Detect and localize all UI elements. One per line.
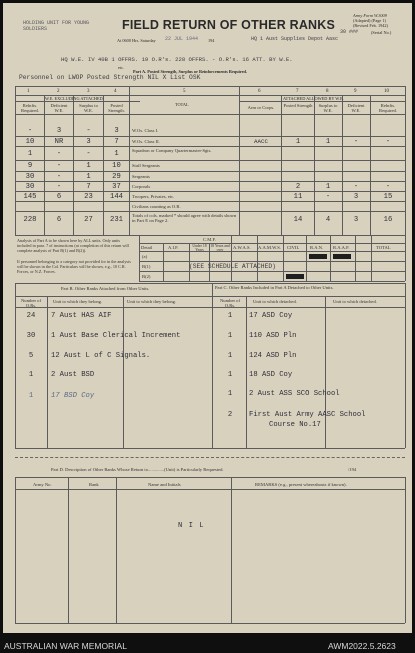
serial-label: (Serial No.)	[371, 30, 392, 35]
analysis-col-ran: R.A.N.	[310, 245, 324, 250]
part-c-number: 1	[227, 390, 233, 398]
table-cell: 228	[23, 216, 37, 224]
table-cell: -	[353, 138, 359, 146]
rank-label: Civilians counting as O.R.	[132, 204, 181, 209]
col-number: 3	[87, 89, 90, 94]
left-subheader-line	[15, 101, 140, 102]
form-title: FIELD RETURN OF OTHER RANKS	[122, 18, 336, 32]
col-number: 7	[296, 89, 299, 94]
year-suffix: 194	[208, 38, 215, 43]
part-b-number: 30	[26, 332, 36, 340]
analysis-row-b2: B(2)	[142, 274, 151, 279]
col-number: 2	[57, 89, 60, 94]
col-number: 8	[326, 89, 329, 94]
col-number: 1	[27, 89, 30, 94]
table-cell: 1	[86, 162, 91, 170]
table-cell: 1	[114, 150, 119, 158]
col-number: 10	[384, 89, 389, 94]
table-cell: 145	[23, 193, 37, 201]
table-cell: -	[385, 138, 391, 146]
army-form-sub2: (Revised Feb. 1942)	[353, 23, 388, 28]
analysis-row-a: (a)	[142, 254, 148, 259]
table-cell: -	[27, 127, 33, 135]
army-form-sub1: (Adapted) (Page 1)	[353, 18, 386, 23]
part-c-unit: 2 Aust ASS SCO School	[249, 390, 340, 398]
part-b-col-unit: Unit to which they belong.	[53, 299, 103, 304]
subheader-posted: Posted Strength.	[108, 103, 125, 113]
part-b-col-unit-2: Unit to which they belong.	[127, 299, 177, 304]
table-cell: 3	[353, 216, 359, 224]
subheader-relnfts: Relnfts. Required.	[21, 103, 39, 113]
part-b-unit: 2 Aust BSD	[51, 371, 95, 379]
part-c-number: 1	[227, 332, 233, 340]
part-c-number: 1	[227, 352, 233, 360]
redaction-block	[286, 274, 304, 279]
part-d-year: /194	[348, 467, 357, 472]
table-cell: -	[56, 150, 62, 158]
table-cell: 1	[295, 138, 301, 146]
analysis-row-b1: B(1)	[142, 264, 151, 269]
analysis-col-civil: CIVIL	[287, 245, 300, 250]
table-cell: 10	[25, 138, 35, 146]
col-number: 5	[183, 89, 186, 94]
table-cell: 11	[293, 193, 303, 201]
table-cell: 10	[112, 162, 121, 170]
subheader-relnfts-required: Relnfts. Required.	[379, 103, 397, 113]
part-c-number: 1	[227, 371, 233, 379]
part-c-col-unit-2: Unit to which detached.	[333, 299, 377, 304]
redaction-block	[309, 254, 327, 259]
date-line-prefix: At 0600 Hrs. Saturday	[117, 38, 156, 43]
subheader-posted-strength: Posted Strength	[283, 103, 313, 108]
col-number: 9	[354, 89, 357, 94]
analysis-col-total: TOTAL	[376, 245, 391, 250]
we-excluding-attached-header: W.E. EXCLUDING ATTACHED	[45, 96, 103, 101]
table-cell: 9	[27, 162, 33, 170]
army-form-number: Army Form W.3009	[353, 13, 387, 18]
table-cell: NR	[54, 138, 64, 146]
part-c-unit: 18 ASD Coy	[249, 371, 293, 379]
personnel-line: Personnel on LWOP Posted Strength NIL X List OSK	[19, 74, 201, 81]
subheader-deficient-we: Deficient W.E.	[347, 103, 365, 113]
col-number: 6	[258, 89, 261, 94]
analysis-col-detail: Detail	[141, 245, 153, 250]
table-cell: 1	[27, 150, 33, 158]
date-stamp: 22 JUL 1944	[165, 36, 199, 42]
table-cell: 231	[110, 216, 123, 224]
analysis-col-aif: A.I.F.	[168, 245, 179, 250]
part-c-col-number: Number of O.Rs.	[219, 298, 241, 308]
table-cell: 1	[325, 183, 331, 191]
table-cell: -	[56, 162, 62, 170]
rank-label: W.Os. Class I.	[132, 128, 159, 133]
table-cell: 3	[114, 127, 119, 135]
part-b-unit: 12 Aust L of C Signals.	[51, 352, 151, 360]
table-cell: 14	[293, 216, 303, 224]
analysis-col-under18: Under 18 Years	[192, 244, 207, 252]
table-cell: 2	[295, 183, 301, 191]
table-cell: 7	[114, 138, 119, 146]
part-b-number: 1	[28, 392, 34, 400]
table-cell: 1	[325, 138, 331, 146]
part-b-title: Part B. Other Ranks Attached from Other Units.	[61, 286, 150, 291]
table-cell: 7	[86, 183, 91, 191]
part-b-number: 1	[28, 371, 34, 379]
part-c-title: Part C. Other Ranks Included in Part A Detached to Other Units.	[215, 285, 334, 290]
part-c-number: 1	[227, 312, 233, 320]
table-cell: -	[86, 150, 91, 158]
table-cell: AACC	[254, 138, 268, 145]
analysis-col-awas: A.W.A.S.	[233, 245, 251, 250]
part-b-col-number: Number of O.Rs.	[20, 298, 42, 308]
part-d-col-name: Name and Initials	[148, 482, 181, 487]
see-schedule-attached: (SEE SCHEDULE ATTACHED)	[189, 263, 276, 270]
table-cell: 3	[86, 138, 91, 146]
table-cell: 3	[56, 127, 62, 135]
table-cell: -	[385, 183, 391, 191]
table-cell: 4	[325, 216, 331, 224]
part-c-unit: 110 ASD Pln	[249, 332, 297, 340]
analysis-col-raaf: R.A.A.F.	[333, 245, 350, 250]
part-c-unit: First Aust Army AASC School	[249, 411, 366, 419]
table-cell: -	[56, 183, 62, 191]
table-cell: 6	[56, 193, 62, 201]
redaction-block	[333, 254, 351, 259]
table-cell: 144	[110, 193, 123, 201]
rank-label: Totals of cols. marked * should agree with details shown in Part E on Page 2.	[132, 213, 237, 223]
unit-name: HQ 1 Aust Supplies Depot Aasc	[251, 36, 339, 42]
part-b-number: 24	[26, 312, 36, 320]
table-cell: 29	[112, 173, 121, 181]
rank-label: Squadron or Company Quartermaster-Sgts.	[132, 148, 212, 153]
part-a-heading: Part A. Posted Strength, Surplus or Reinforcements Required.	[133, 69, 248, 74]
unit-stamp-line2: SOLDIERS	[23, 26, 48, 32]
table-cell: 1	[86, 173, 91, 181]
rank-label: Troopers, Privates, etc.	[132, 194, 175, 199]
rank-label: Staff Sergeants	[132, 163, 160, 168]
footer-accession-number: AWM2022.5.2623	[328, 641, 396, 651]
cmf-label: C.M.F.	[203, 237, 216, 242]
part-c-unit-continued: Course No.17	[269, 421, 321, 429]
analysis-col-aamws: A.A.M.W.S.	[258, 245, 281, 250]
analysis-note-b: If personnel belonging to a category not provided for in the analysis will be shown in the Col. Particulars will be shown, e.g., 10 C.R. Forces, or N.Z. Forces.	[17, 259, 131, 274]
part-c-col-unit: Unit to which detached.	[253, 299, 297, 304]
part-d-nil: N I L	[178, 522, 205, 530]
part-d-col-remarks: REMARKS (e.g., present whereabouts if known).	[255, 482, 347, 487]
part-c-unit: 124 ASD Pln	[249, 352, 297, 360]
form-sheet	[3, 3, 412, 633]
col-number: 4	[114, 89, 117, 94]
table-cell: 3	[353, 193, 359, 201]
attached-allowed-header: ATTACHED ALLOWED BY W.E.	[283, 96, 344, 101]
analysis-col-18over: 18 Years and over	[210, 244, 230, 252]
table-top-border	[15, 86, 405, 87]
table-bottom-border	[15, 235, 405, 236]
rank-label: W.Os. Class II.	[132, 139, 160, 144]
table-cell: 27	[84, 216, 93, 224]
unit-stamp-line1: HOLDING UNIT FOR YOUNG	[23, 20, 90, 26]
part-d-col-army-no: Army No.	[33, 482, 52, 487]
part-c-number: 2	[227, 411, 233, 419]
right-subheader-line	[239, 101, 405, 102]
part-b-unit-handwritten: 17 BSD Coy	[51, 392, 95, 400]
table-cell: -	[86, 127, 91, 135]
rank-label: Sergeants	[132, 174, 150, 179]
subheader-surplus-we: Surplus to W.E.	[318, 103, 338, 113]
subheader-arm-corps: Arm or Corps.	[247, 105, 275, 110]
rank-label: Corporals	[132, 184, 151, 189]
we-etc: etc.	[118, 65, 125, 70]
table-cell: 16	[383, 216, 393, 224]
table-cell: 6	[56, 216, 62, 224]
part-b-unit: 1 Aust Base Clerical Increment	[51, 332, 181, 340]
table-cell: 37	[112, 183, 121, 191]
we-line: HQ W.E. IV 40B 1 OFFRS. 19 O.R's. 228 OFFRS. - O.R's. 16 ATT. BY W.E.	[61, 56, 293, 63]
table-cell: -	[353, 183, 359, 191]
part-d-title: Part D. Description of Other Ranks Whose Return to..............(Unit) is Particularly Requested.	[51, 467, 224, 472]
part-b-unit: 7 Aust HAS AIF	[51, 312, 112, 320]
table-cell: 30	[25, 183, 35, 191]
total-header: TOTAL	[175, 102, 189, 107]
part-c-unit: 17 ASD Coy	[249, 312, 293, 320]
analysis-note-a: Analysis of Part A to be shown here by ALL units. Only units included in para. 7 of instructions (at completion of this return will complete analysis of Part B(1) and B(2)).	[17, 238, 129, 253]
table-cell: 30	[25, 173, 35, 181]
subheader-deficient: Deficient W.E.	[50, 103, 68, 113]
table-cell: 15	[383, 193, 393, 201]
table-cell: -	[56, 173, 62, 181]
serial-number: 30 ###	[340, 29, 359, 35]
table-cell: 23	[84, 193, 93, 201]
part-d-col-rank: Rank	[89, 482, 99, 487]
table-cell: -	[325, 193, 331, 201]
part-b-number: 5	[28, 352, 34, 360]
footer-institution: AUSTRALIAN WAR MEMORIAL	[4, 641, 127, 651]
subheader-surplus: Surplus to W.E.	[79, 103, 98, 113]
